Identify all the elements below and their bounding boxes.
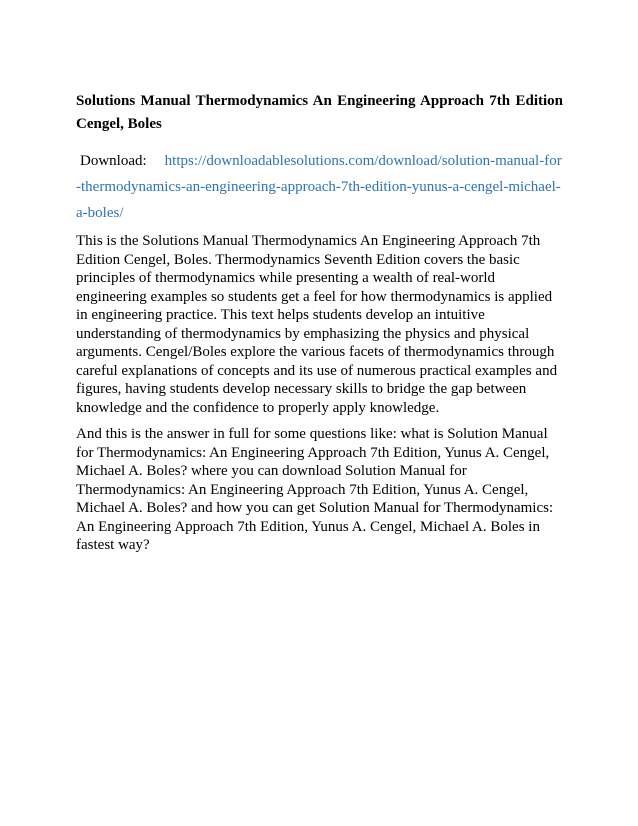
document-title: Solutions Manual Thermodynamics An Engineering Approach 7th Edition Cengel, Boles (76, 93, 563, 132)
download-line (76, 148, 563, 226)
document-body (76, 90, 563, 563)
faq-paragraph: And this is the answer in full for some questions like: what is Solution Manual for Thermodynamics: An Engineering Approach 7th Edition, Yunus A. Cengel, Michael A. Boles? where you can download Solution Manual for Thermodynamics: An Engineering Approach 7th Edition, Yunus A. Cengel, Michael A. Boles? and how you can get Solution Manual for Thermodynamics: An Engineering Approach 7th Edition, Yunus A. Cengel, Michael A. Boles in fastest way? (76, 426, 554, 553)
description-paragraph: This is the Solutions Manual Thermodynamics An Engineering Approach 7th Edition Cengel, Boles. Thermodynamics Seventh Edition covers the basic principles of thermodynamics while presenting a wealth of real-world engineering examples so students get a feel for how thermodynamics is applied in engineering practice. This text helps students develop an intuitive understanding of thermodynamics by emphasizing the physics and physical arguments. Cengel/Boles explore the various facets of thermodynamics through careful explanations of concepts and its use of numerous practical examples and figures, having students develop necessary skills to bridge the gap between knowledge and the confidence to properly apply knowledge. (76, 233, 558, 416)
download-label: Download: (80, 153, 147, 169)
download-link[interactable]: https://downloadablesolutions.com/download/solution-manual-for-thermodynamics-an-engineering-approach-7th-edition-yunus-a-cengel-michael-a-boles/ (76, 153, 562, 221)
